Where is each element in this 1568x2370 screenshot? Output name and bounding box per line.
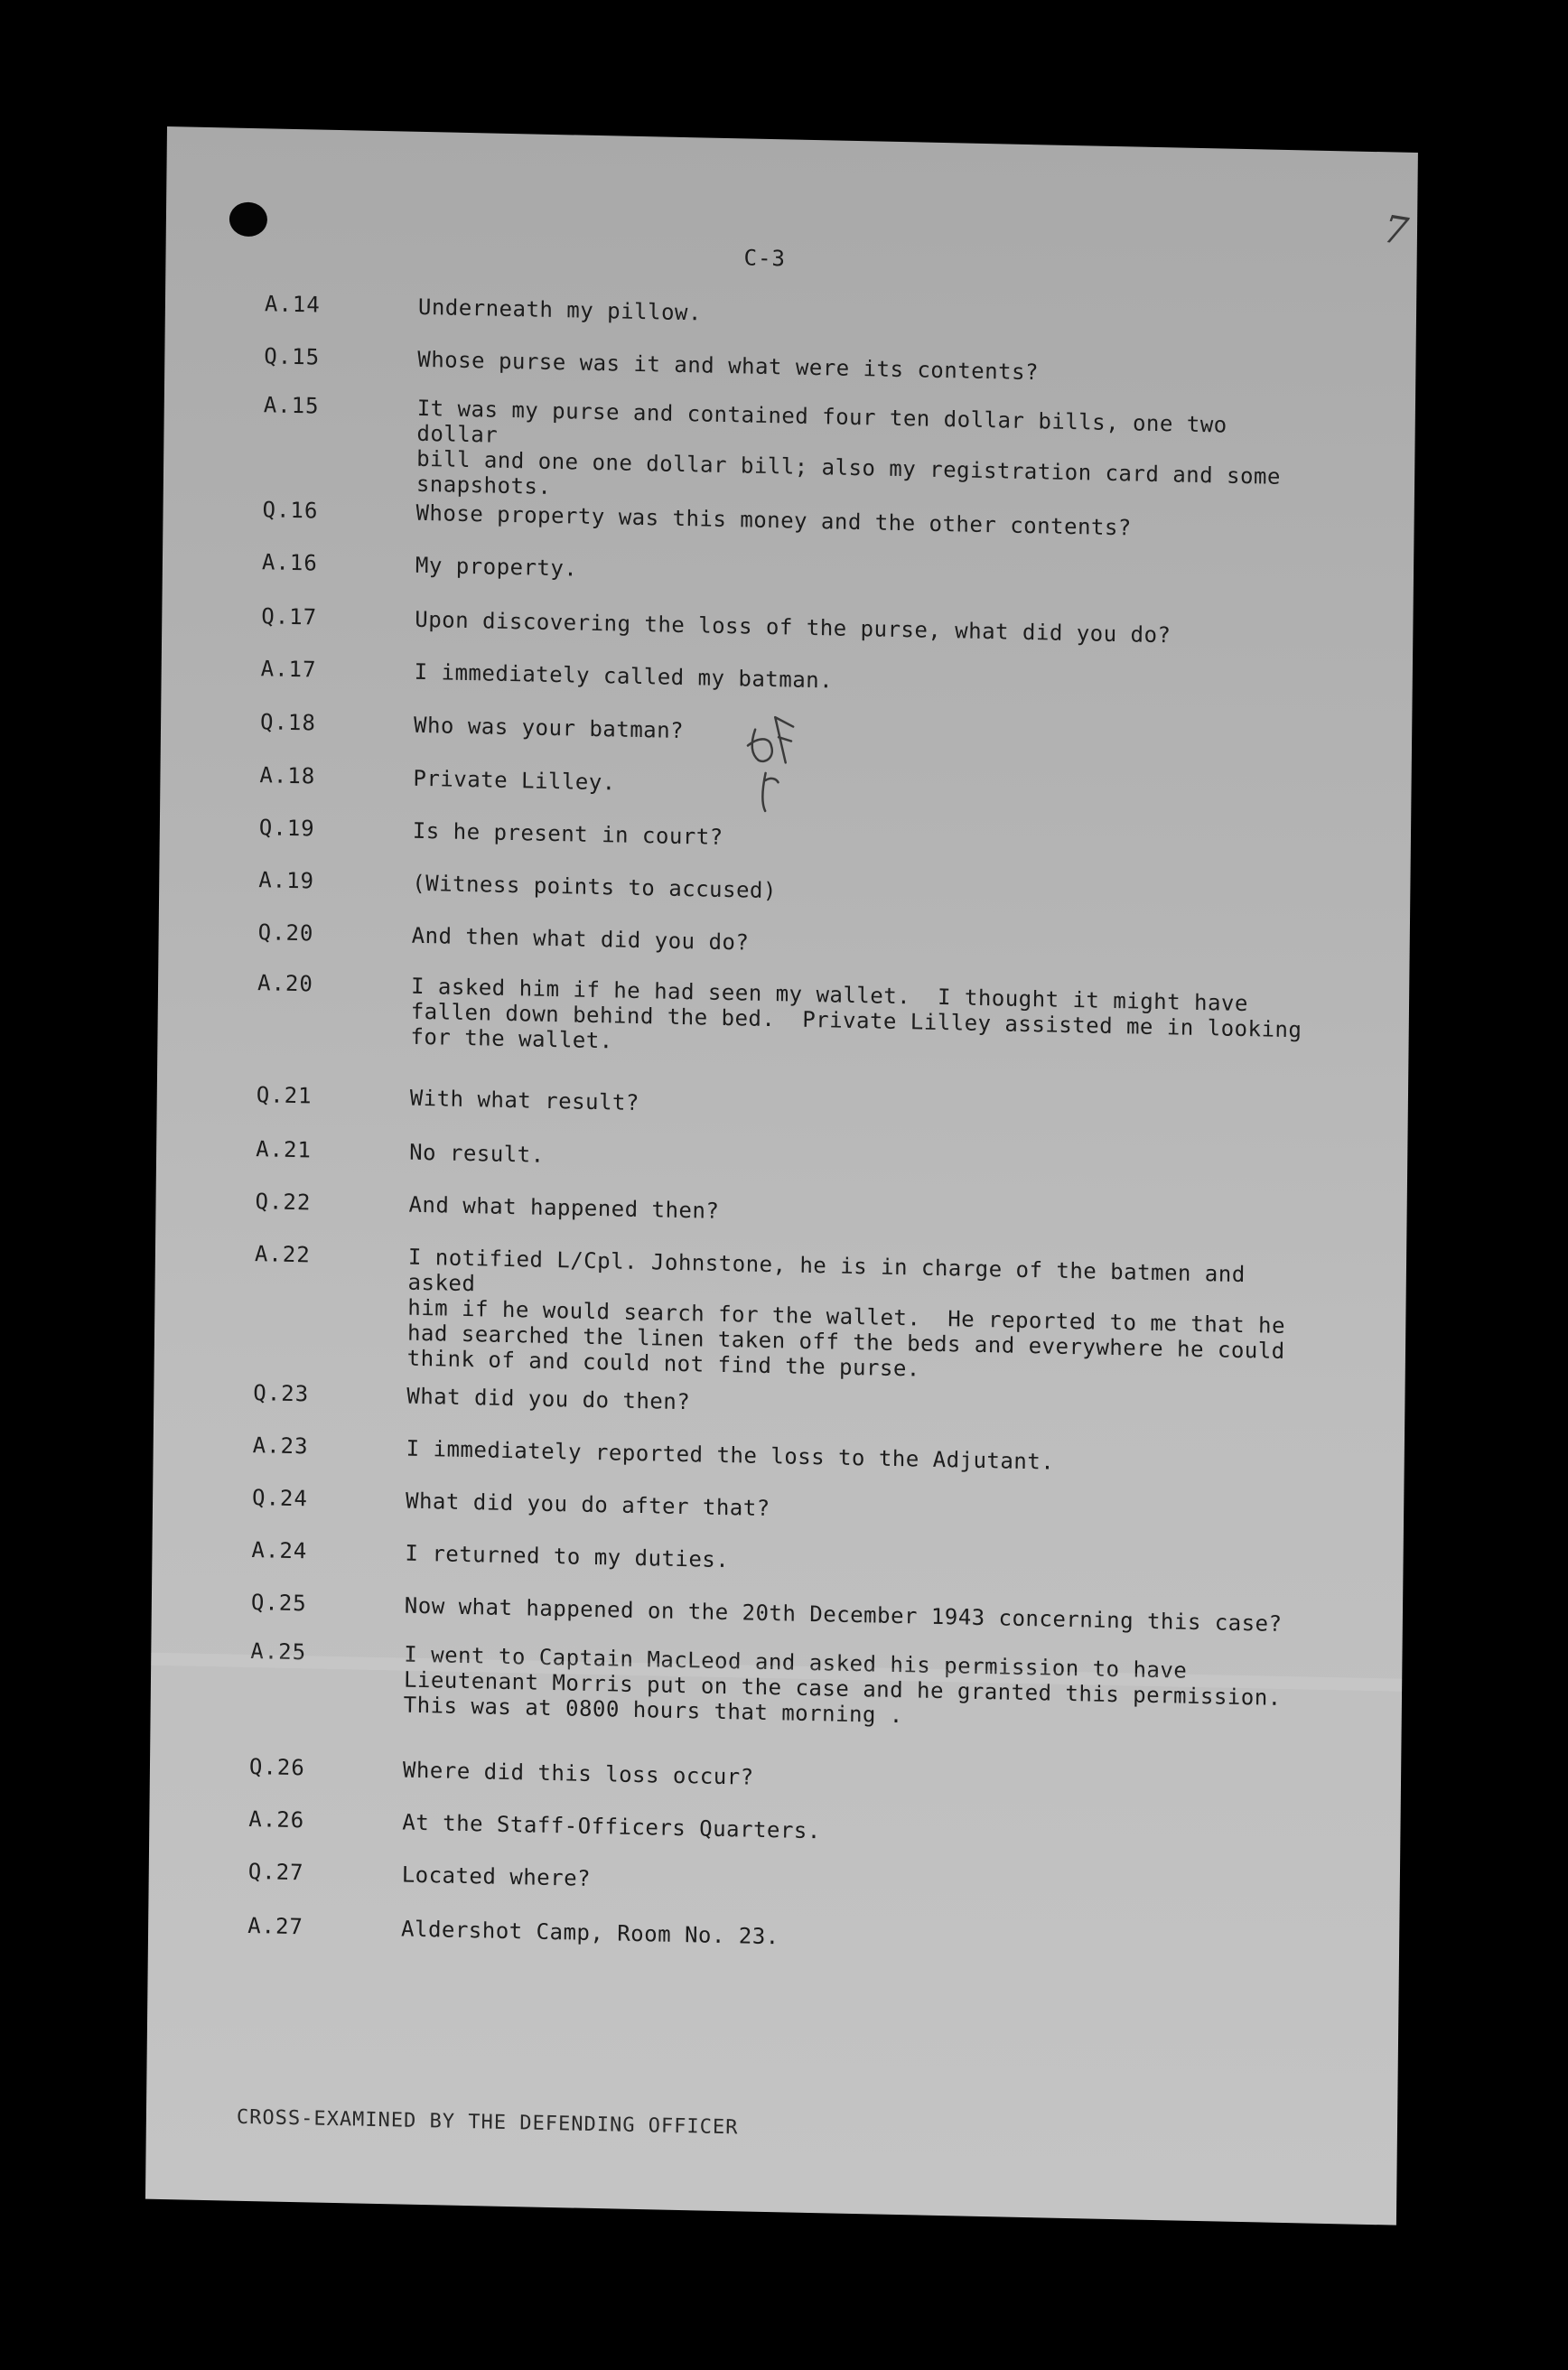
entry-label: Q.26 — [248, 1754, 305, 1781]
entry-text: Whose purse was it and what were its contents? — [417, 346, 1040, 386]
punch-hole — [229, 201, 267, 237]
entry-text: My property. — [415, 552, 578, 582]
entry-label: Q.17 — [261, 603, 318, 630]
qa-entry — [151, 1637, 1402, 1729]
entry-label: Q.18 — [259, 709, 317, 736]
entry-text: And then what did you do? — [411, 922, 750, 956]
entry-text: Located where? — [401, 1861, 592, 1891]
qa-entry — [148, 1911, 1399, 1950]
entry-text: (Witness points to accused) — [412, 870, 778, 904]
entry-label: A.23 — [252, 1432, 309, 1460]
entry-text: I immediately called my batman. — [414, 658, 834, 694]
entry-label: Q.19 — [258, 815, 315, 842]
entry-label: A.26 — [248, 1805, 305, 1833]
page-number: 7 — [1380, 206, 1412, 255]
entry-label: A.22 — [254, 1241, 311, 1268]
qa-entry — [157, 1080, 1408, 1116]
qa-entry — [153, 1535, 1404, 1573]
entry-text: With what result? — [409, 1085, 640, 1116]
entry-text: Now what happened on the 20th December 1943 concerning this case? — [404, 1592, 1283, 1637]
entry-text: I asked him if he had seen my wallet. I thought it might have fallen down behind the bed. Private Lilley assisted me in looking for the wallet. — [410, 973, 1302, 1054]
entry-text: I went to Captain MacLeod and asked his permission to have Lieutenant Morris put on the case and he granted this permission. This was at 0800 hours that morning . — [403, 1641, 1282, 1729]
qa-entry — [159, 865, 1410, 904]
document-page — [145, 126, 1418, 2225]
entry-label: Q.16 — [262, 497, 319, 524]
entry-label: Q.21 — [256, 1082, 313, 1109]
entry-label: Q.23 — [253, 1380, 310, 1407]
entry-text: It was my purse and contained four ten dollar bills, one two dollar bill and one one dollar bill; also my registration card and some snapshots. — [415, 395, 1282, 499]
entry-text: What did you do after that? — [405, 1488, 770, 1522]
entry-label: A.15 — [263, 392, 320, 419]
qa-entry — [156, 1187, 1407, 1224]
qa-entry — [165, 289, 1416, 326]
qa-entry — [154, 1431, 1405, 1475]
qa-entry — [149, 1857, 1400, 1891]
entry-text: Who was your batman? — [413, 712, 685, 744]
entry-text: I immediately reported the loss to the Adjutant. — [406, 1435, 1055, 1475]
entry-text: Whose property was this money and the other contents? — [415, 499, 1132, 541]
entry-text: At the Staff-Officers Quarters. — [402, 1809, 821, 1844]
qa-entry — [153, 1483, 1404, 1522]
entry-label: A.14 — [264, 291, 321, 318]
cross-examination-heading: CROSS-EXAMINED BY THE DEFENDING OFFICER — [236, 2105, 739, 2140]
entry-label: A.24 — [251, 1537, 308, 1564]
qa-entry — [164, 390, 1415, 499]
entry-label: A.16 — [261, 549, 318, 576]
entry-label: A.20 — [257, 970, 314, 997]
entry-label: A.27 — [247, 1912, 304, 1940]
qa-entry — [162, 602, 1413, 648]
entry-text: I notified L/Cpl. Johnstone, he is in charge of the batmen and asked him if he would search for the wallet. He reported to me that he had searched the linen taken off the beds and everywhere he could think of and could not find the purse. — [406, 1244, 1286, 1382]
entry-text: No result. — [409, 1139, 545, 1168]
entry-label: A.19 — [258, 867, 315, 894]
entry-label: Q.15 — [264, 343, 321, 370]
entry-text: Private Lilley. — [413, 765, 616, 796]
entry-text: Upon discovering the loss of the purse, what did you do? — [415, 606, 1171, 648]
entry-label: A.25 — [250, 1638, 307, 1666]
qa-entry — [159, 918, 1410, 956]
entry-text: And what happened then? — [408, 1191, 720, 1224]
page-code: C-3 — [743, 245, 787, 272]
qa-entry — [165, 341, 1416, 386]
entry-text: Is he present in court? — [412, 817, 723, 850]
entry-label: Q.25 — [250, 1590, 307, 1617]
qa-entry — [162, 654, 1413, 694]
qa-entry — [150, 1752, 1401, 1790]
qa-entry — [156, 1134, 1407, 1168]
entry-label: A.17 — [260, 656, 317, 683]
qa-entry — [150, 1805, 1401, 1844]
entry-text: What did you do then? — [406, 1383, 691, 1415]
entry-label: Q.20 — [257, 919, 314, 947]
qa-entry — [152, 1588, 1403, 1637]
qa-entry — [158, 968, 1409, 1054]
handwritten-initials — [738, 709, 820, 819]
entry-label: Q.24 — [251, 1485, 309, 1512]
entry-text: Aldershot Camp, Room No. 23. — [400, 1916, 779, 1950]
entry-label: Q.27 — [247, 1858, 304, 1886]
entry-text: Where did this loss occur? — [402, 1757, 754, 1790]
entry-label: A.18 — [259, 762, 316, 789]
entry-text: I returned to my duties. — [405, 1540, 730, 1573]
qa-entry — [155, 1239, 1406, 1382]
entry-label: Q.22 — [255, 1189, 312, 1216]
qa-entry — [163, 547, 1414, 582]
entry-text: Underneath my pillow. — [417, 294, 703, 326]
entry-label: A.21 — [256, 1136, 313, 1163]
